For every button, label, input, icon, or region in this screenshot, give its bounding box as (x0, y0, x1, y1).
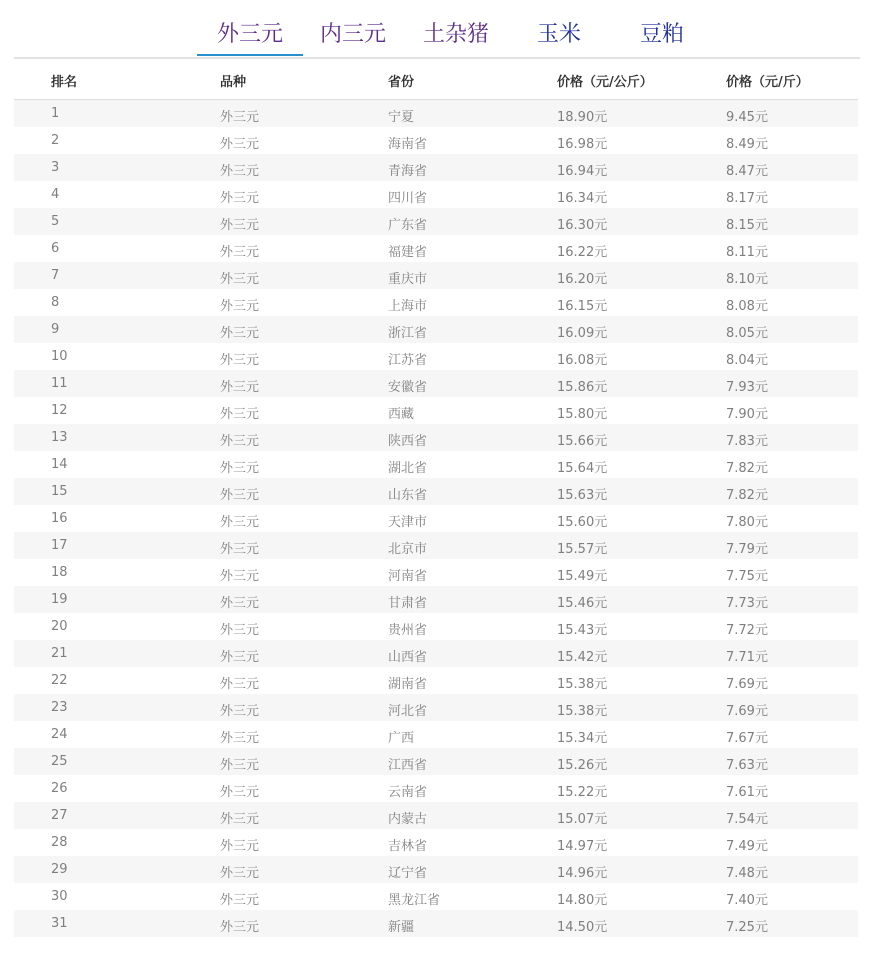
cell-breed: 外三元 (220, 677, 260, 692)
cell-price-per-kg: 18.90元 (557, 110, 608, 125)
cell-price-per-kg: 15.66元 (557, 434, 608, 449)
cell-province: 湖北省 (388, 461, 428, 476)
cell-price-per-kg: 16.08元 (557, 353, 608, 368)
cell-breed: 外三元 (220, 461, 260, 476)
cell-price-per-jin: 8.10元 (726, 272, 768, 287)
cell-province: 山西省 (388, 650, 428, 665)
cell-province: 吉林省 (388, 839, 428, 854)
cell-rank: 26 (51, 781, 68, 796)
cell-breed: 外三元 (220, 164, 260, 179)
table-row (14, 802, 858, 829)
cell-price-per-kg: 15.42元 (557, 650, 608, 665)
cell-price-per-kg: 15.57元 (557, 542, 608, 557)
cell-province: 黑龙江省 (388, 893, 441, 908)
cell-breed: 外三元 (220, 380, 260, 395)
cell-price-per-jin: 8.47元 (726, 164, 768, 179)
table-row (14, 775, 858, 802)
cell-price-per-jin: 8.11元 (726, 245, 768, 260)
cell-province: 四川省 (388, 191, 428, 206)
table-row (14, 721, 858, 748)
cell-rank: 7 (51, 268, 60, 283)
cell-price-per-kg: 15.49元 (557, 569, 608, 584)
cell-price-per-kg: 16.94元 (557, 164, 608, 179)
cell-province: 安徽省 (388, 380, 428, 395)
cell-breed: 外三元 (220, 650, 260, 665)
header-price-per-kg: 价格（元/公斤） (557, 75, 653, 90)
cell-price-per-kg: 15.43元 (557, 623, 608, 638)
category-tabs (14, 14, 860, 59)
cell-price-per-kg: 15.38元 (557, 677, 608, 692)
cell-price-per-kg: 15.46元 (557, 596, 608, 611)
cell-breed: 外三元 (220, 731, 260, 746)
cell-rank: 4 (51, 187, 60, 202)
table-row (14, 559, 858, 586)
cell-breed: 外三元 (220, 515, 260, 530)
cell-rank: 16 (51, 511, 68, 526)
cell-rank: 18 (51, 565, 68, 580)
cell-rank: 28 (51, 835, 68, 850)
cell-province: 山东省 (388, 488, 428, 503)
cell-price-per-jin: 7.79元 (726, 542, 768, 557)
cell-rank: 30 (51, 889, 68, 904)
cell-price-per-jin: 7.93元 (726, 380, 768, 395)
tab-tu-za-zhu[interactable]: 土杂猪 (423, 22, 490, 47)
table-row (14, 100, 858, 127)
cell-price-per-jin: 7.72元 (726, 623, 768, 638)
cell-province: 西藏 (388, 407, 415, 422)
cell-price-per-jin: 7.67元 (726, 731, 768, 746)
table-row (14, 343, 858, 370)
cell-price-per-jin: 7.69元 (726, 704, 768, 719)
header-price-per-jin: 价格（元/斤） (726, 75, 809, 90)
cell-rank: 24 (51, 727, 68, 742)
table-row (14, 397, 858, 424)
table-row (14, 667, 858, 694)
cell-rank: 5 (51, 214, 60, 229)
table-row (14, 883, 858, 910)
cell-breed: 外三元 (220, 785, 260, 800)
cell-price-per-jin: 7.82元 (726, 488, 768, 503)
price-table (14, 60, 858, 937)
cell-rank: 27 (51, 808, 68, 823)
cell-price-per-jin: 8.17元 (726, 191, 768, 206)
tab-yu-mi[interactable]: 玉米 (537, 22, 582, 47)
cell-province: 福建省 (388, 245, 428, 260)
cell-rank: 31 (51, 916, 68, 931)
cell-breed: 外三元 (220, 488, 260, 503)
cell-price-per-kg: 15.26元 (557, 758, 608, 773)
cell-breed: 外三元 (220, 704, 260, 719)
table-row (14, 586, 858, 613)
cell-province: 重庆市 (388, 272, 428, 287)
cell-breed: 外三元 (220, 839, 260, 854)
cell-price-per-kg: 16.20元 (557, 272, 608, 287)
cell-breed: 外三元 (220, 245, 260, 260)
table-body (14, 100, 858, 937)
cell-province: 湖南省 (388, 677, 428, 692)
tab-dou-po[interactable]: 豆粕 (640, 22, 685, 47)
cell-breed: 外三元 (220, 353, 260, 368)
cell-rank: 9 (51, 322, 60, 337)
cell-rank: 14 (51, 457, 68, 472)
cell-province: 云南省 (388, 785, 428, 800)
table-row (14, 262, 858, 289)
table-row (14, 694, 858, 721)
cell-province: 贵州省 (388, 623, 428, 638)
cell-province: 青海省 (388, 164, 428, 179)
cell-price-per-jin: 9.45元 (726, 110, 768, 125)
cell-rank: 23 (51, 700, 68, 715)
cell-price-per-kg: 15.38元 (557, 704, 608, 719)
cell-price-per-kg: 14.96元 (557, 866, 608, 881)
cell-price-per-kg: 16.30元 (557, 218, 608, 233)
table-row (14, 289, 858, 316)
table-row (14, 640, 858, 667)
cell-price-per-jin: 7.71元 (726, 650, 768, 665)
cell-province: 河北省 (388, 704, 428, 719)
cell-province: 上海市 (388, 299, 428, 314)
cell-breed: 外三元 (220, 596, 260, 611)
cell-price-per-jin: 7.90元 (726, 407, 768, 422)
cell-price-per-jin: 7.73元 (726, 596, 768, 611)
table-row (14, 829, 858, 856)
cell-price-per-jin: 7.75元 (726, 569, 768, 584)
tab-wai-san-yuan[interactable]: 外三元 (197, 20, 303, 56)
cell-price-per-jin: 7.48元 (726, 866, 768, 881)
cell-price-per-kg: 15.07元 (557, 812, 608, 827)
cell-price-per-jin: 8.05元 (726, 326, 768, 341)
cell-price-per-jin: 7.80元 (726, 515, 768, 530)
cell-price-per-kg: 15.63元 (557, 488, 608, 503)
cell-breed: 外三元 (220, 569, 260, 584)
cell-price-per-jin: 8.15元 (726, 218, 768, 233)
cell-price-per-jin: 7.82元 (726, 461, 768, 476)
cell-breed: 外三元 (220, 407, 260, 422)
cell-rank: 21 (51, 646, 68, 661)
table-row (14, 478, 858, 505)
cell-price-per-jin: 7.49元 (726, 839, 768, 854)
cell-province: 河南省 (388, 569, 428, 584)
header-province: 省份 (388, 75, 415, 90)
cell-price-per-jin: 7.61元 (726, 785, 768, 800)
cell-province: 广东省 (388, 218, 428, 233)
cell-breed: 外三元 (220, 137, 260, 152)
cell-province: 江苏省 (388, 353, 428, 368)
cell-breed: 外三元 (220, 110, 260, 125)
cell-breed: 外三元 (220, 299, 260, 314)
cell-rank: 1 (51, 106, 60, 121)
cell-price-per-jin: 7.69元 (726, 677, 768, 692)
table-row (14, 154, 858, 181)
cell-province: 北京市 (388, 542, 428, 557)
cell-price-per-kg: 15.86元 (557, 380, 608, 395)
header-rank: 排名 (51, 75, 78, 90)
cell-price-per-kg: 15.64元 (557, 461, 608, 476)
cell-rank: 6 (51, 241, 60, 256)
cell-province: 陕西省 (388, 434, 428, 449)
table-row (14, 208, 858, 235)
cell-price-per-kg: 16.09元 (557, 326, 608, 341)
cell-rank: 11 (51, 376, 68, 391)
table-row (14, 370, 858, 397)
table-header (14, 60, 858, 100)
cell-price-per-kg: 14.97元 (557, 839, 608, 854)
cell-rank: 25 (51, 754, 68, 769)
cell-price-per-jin: 7.54元 (726, 812, 768, 827)
header-breed: 品种 (220, 75, 247, 90)
cell-rank: 2 (51, 133, 60, 148)
cell-province: 海南省 (388, 137, 428, 152)
cell-rank: 17 (51, 538, 68, 553)
cell-breed: 外三元 (220, 191, 260, 206)
cell-price-per-jin: 7.63元 (726, 758, 768, 773)
cell-breed: 外三元 (220, 434, 260, 449)
cell-rank: 29 (51, 862, 68, 877)
cell-province: 辽宁省 (388, 866, 428, 881)
cell-price-per-kg: 14.80元 (557, 893, 608, 908)
cell-rank: 19 (51, 592, 68, 607)
cell-rank: 20 (51, 619, 68, 634)
cell-price-per-jin: 8.49元 (726, 137, 768, 152)
cell-province: 广西 (388, 731, 415, 746)
cell-rank: 22 (51, 673, 68, 688)
cell-breed: 外三元 (220, 623, 260, 638)
table-row (14, 181, 858, 208)
cell-breed: 外三元 (220, 272, 260, 287)
cell-price-per-kg: 16.98元 (557, 137, 608, 152)
table-row (14, 910, 858, 937)
table-row (14, 505, 858, 532)
cell-price-per-jin: 7.83元 (726, 434, 768, 449)
table-row (14, 532, 858, 559)
cell-price-per-kg: 15.22元 (557, 785, 608, 800)
cell-price-per-kg: 16.34元 (557, 191, 608, 206)
cell-province: 新疆 (388, 920, 415, 935)
cell-price-per-kg: 15.34元 (557, 731, 608, 746)
cell-rank: 8 (51, 295, 60, 310)
cell-province: 宁夏 (388, 110, 415, 125)
cell-breed: 外三元 (220, 218, 260, 233)
table-row (14, 613, 858, 640)
cell-price-per-kg: 15.80元 (557, 407, 608, 422)
cell-price-per-jin: 8.04元 (726, 353, 768, 368)
table-row (14, 451, 858, 478)
cell-price-per-kg: 15.60元 (557, 515, 608, 530)
cell-price-per-jin: 7.25元 (726, 920, 768, 935)
cell-province: 内蒙古 (388, 812, 428, 827)
cell-price-per-kg: 16.22元 (557, 245, 608, 260)
cell-breed: 外三元 (220, 812, 260, 827)
cell-breed: 外三元 (220, 542, 260, 557)
cell-rank: 13 (51, 430, 68, 445)
table-row (14, 424, 858, 451)
table-row (14, 748, 858, 775)
cell-province: 江西省 (388, 758, 428, 773)
cell-price-per-kg: 16.15元 (557, 299, 608, 314)
cell-province: 浙江省 (388, 326, 428, 341)
cell-breed: 外三元 (220, 893, 260, 908)
cell-rank: 3 (51, 160, 60, 175)
cell-breed: 外三元 (220, 758, 260, 773)
cell-rank: 15 (51, 484, 68, 499)
cell-rank: 12 (51, 403, 68, 418)
cell-price-per-jin: 8.08元 (726, 299, 768, 314)
table-row (14, 316, 858, 343)
cell-province: 甘肃省 (388, 596, 428, 611)
cell-price-per-kg: 14.50元 (557, 920, 608, 935)
tab-nei-san-yuan[interactable]: 内三元 (320, 22, 387, 47)
cell-price-per-jin: 7.40元 (726, 893, 768, 908)
cell-rank: 10 (51, 349, 68, 364)
cell-breed: 外三元 (220, 920, 260, 935)
cell-breed: 外三元 (220, 326, 260, 341)
cell-province: 天津市 (388, 515, 428, 530)
table-row (14, 235, 858, 262)
table-row (14, 127, 858, 154)
table-row (14, 856, 858, 883)
cell-breed: 外三元 (220, 866, 260, 881)
